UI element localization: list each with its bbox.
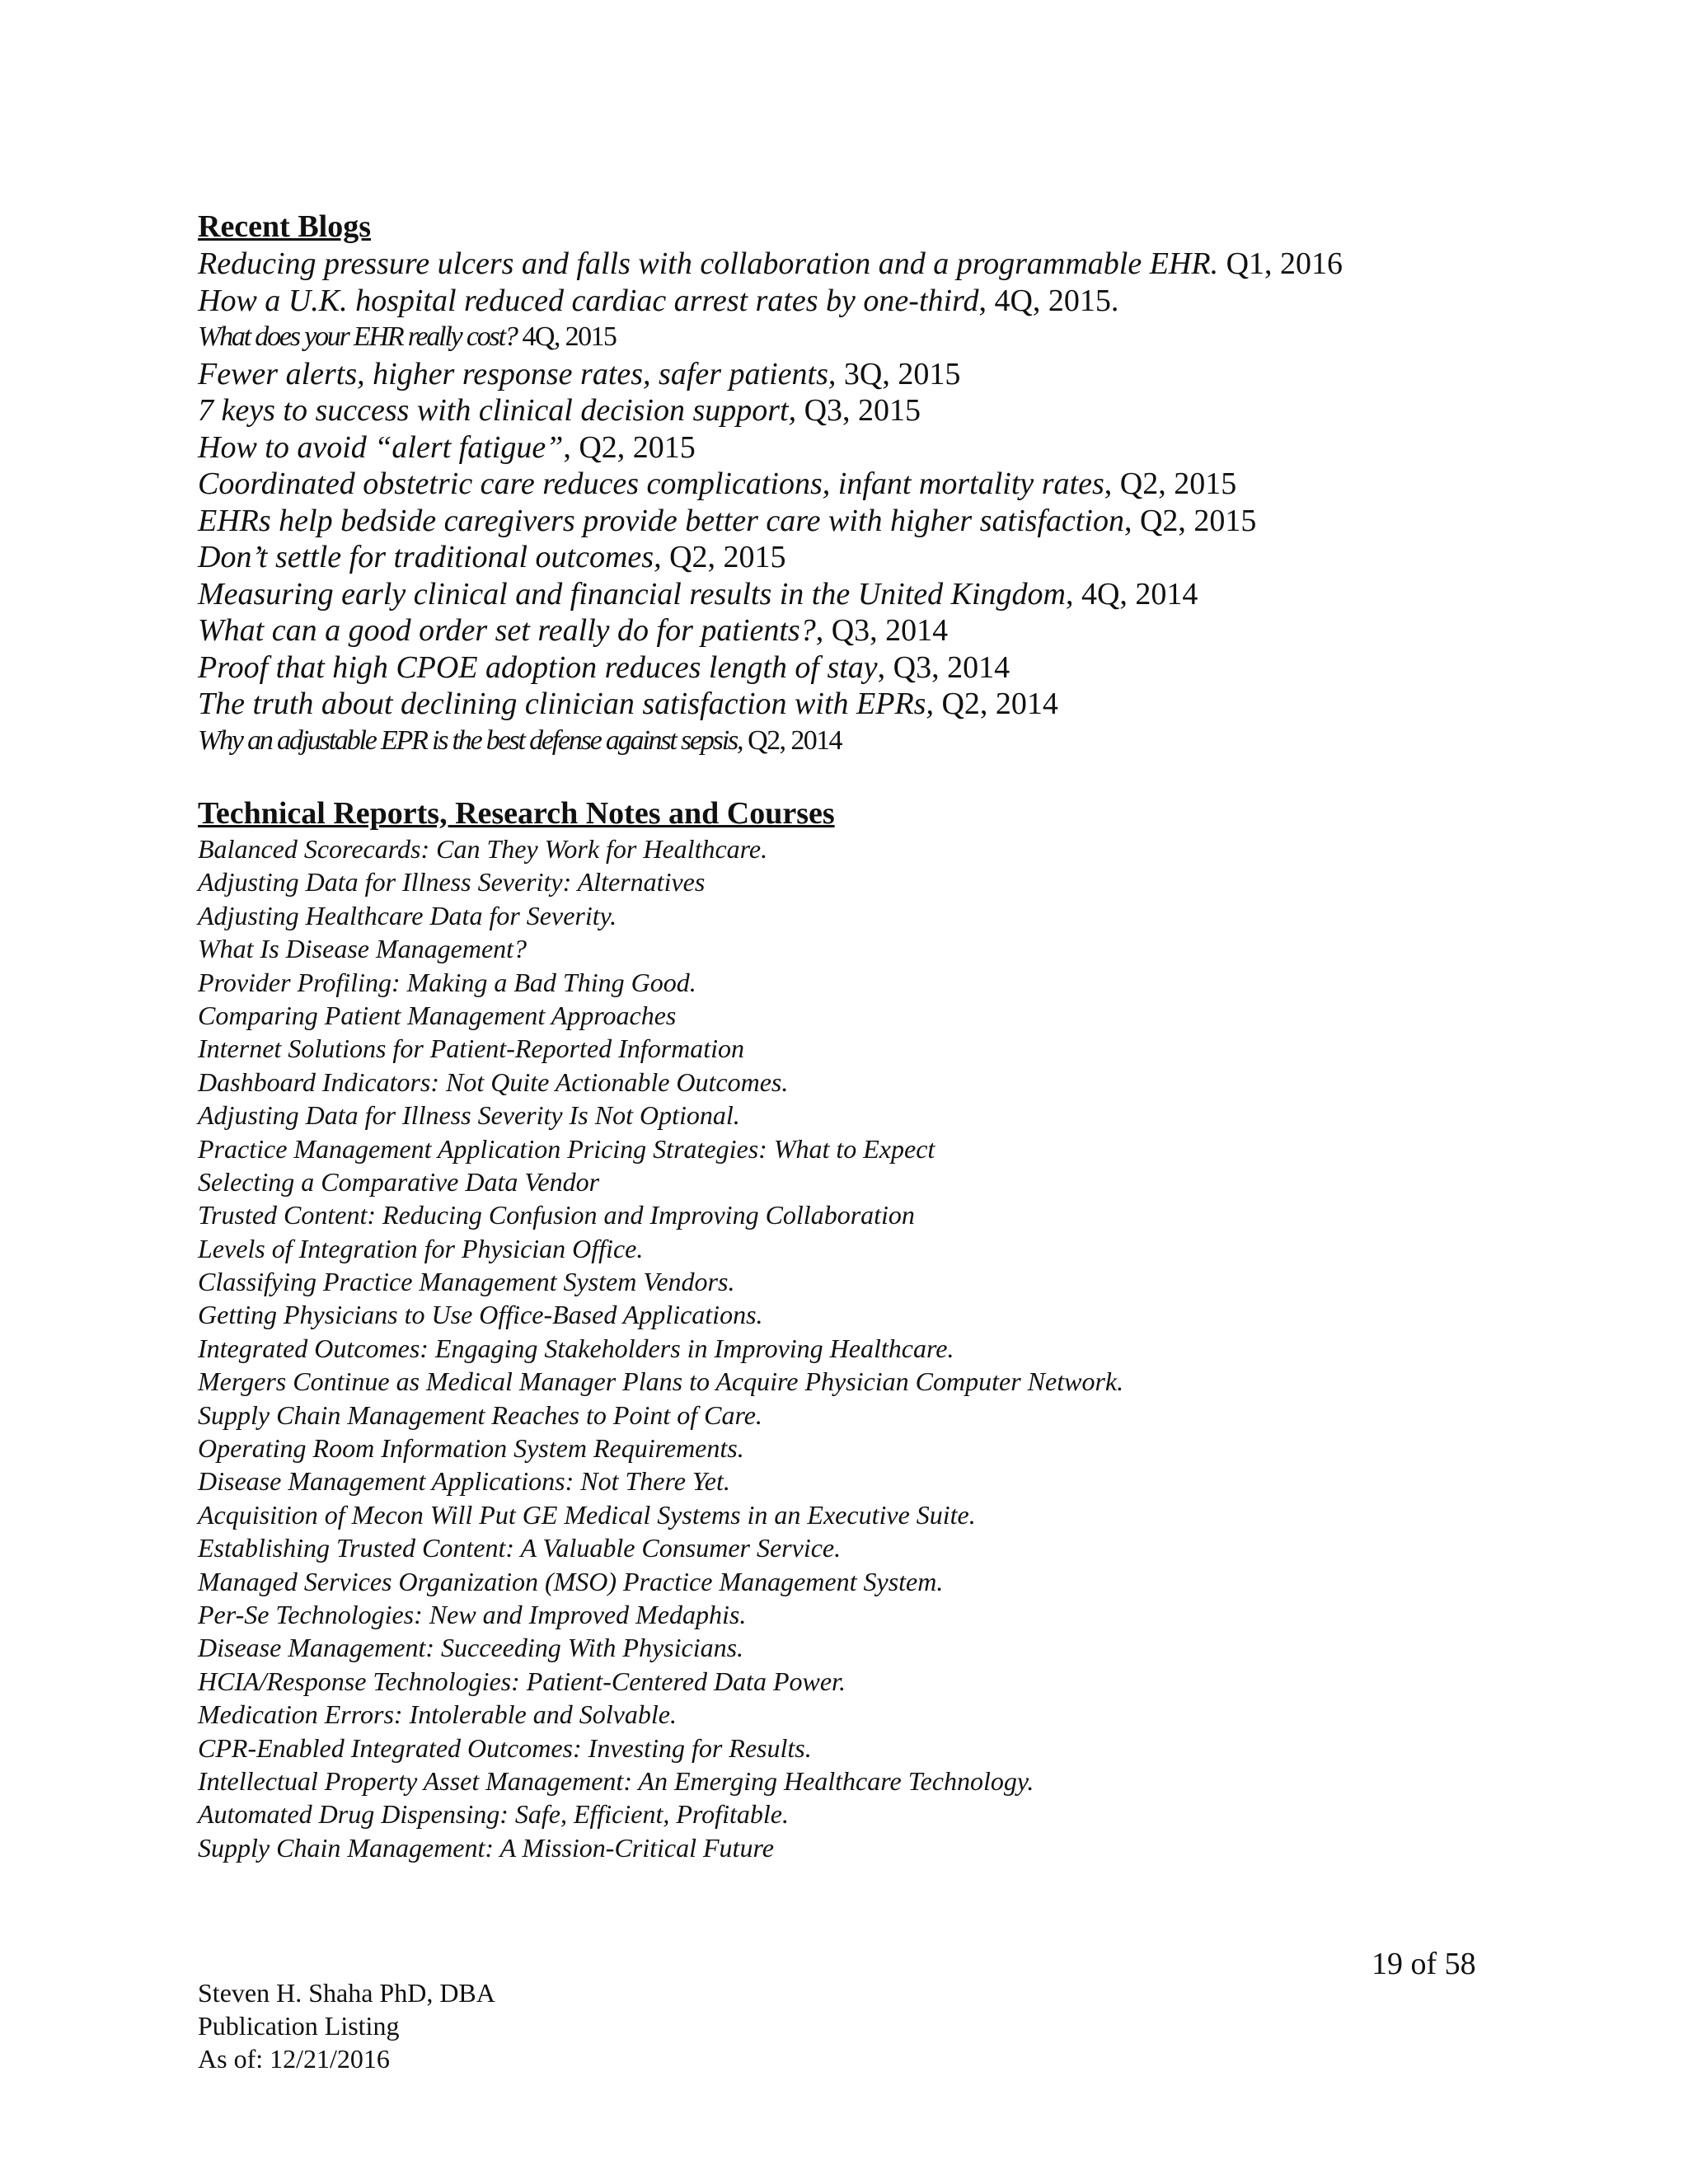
report-title: Comparing Patient Management Approaches bbox=[198, 1000, 677, 1030]
blog-entry bbox=[198, 246, 1615, 283]
report-title: Establishing Trusted Content: A Valuable Consumer Service. bbox=[198, 1533, 842, 1563]
blog-date: Q3, 2015 bbox=[796, 393, 921, 428]
report-title: Intellectual Property Asset Management: An Emerging Healthcare Technology. bbox=[198, 1765, 1034, 1796]
report-title: Levels of Integration for Physician Office. bbox=[198, 1233, 644, 1263]
blog-entry bbox=[198, 466, 1615, 503]
blog-date: , 4Q, 2015. bbox=[978, 283, 1119, 318]
blog-title: EHRs help bedside caregivers provide better care with higher satisfaction bbox=[198, 503, 1124, 538]
blog-entry bbox=[198, 503, 1615, 540]
report-title: Practice Management Application Pricing Strategies: What to Expect bbox=[198, 1133, 935, 1164]
blog-entry bbox=[198, 723, 1615, 760]
report-title: Internet Solutions for Patient-Reported Information bbox=[198, 1033, 745, 1064]
blog-title: What can a good order set really do for patients? bbox=[198, 613, 816, 648]
report-title: Operating Room Information System Requirements. bbox=[198, 1433, 744, 1464]
blog-entry bbox=[198, 319, 1615, 356]
blog-date: 4Q, 2015 bbox=[516, 321, 617, 352]
blog-entry bbox=[198, 429, 1615, 466]
blog-entry bbox=[198, 539, 1615, 576]
report-title: Integrated Outcomes: Engaging Stakeholders in Improving Healthcare. bbox=[198, 1333, 954, 1363]
recent-blogs-section bbox=[198, 208, 1615, 759]
blog-entry bbox=[198, 686, 1615, 723]
blog-date: Q2, 2014 bbox=[933, 687, 1058, 721]
recent-blogs-heading: Recent Blogs bbox=[198, 209, 372, 244]
report-title: Classifying Practice Management System Vendors. bbox=[198, 1267, 735, 1297]
blog-date: Q1, 2016 bbox=[1218, 246, 1343, 281]
report-title: Supply Chain Management: A Mission-Critical Future bbox=[198, 1832, 774, 1863]
report-title: What Is Disease Management? bbox=[198, 934, 528, 964]
blog-title: Reducing pressure ulcers and falls with collaboration and a programmable EHR. bbox=[198, 246, 1219, 281]
report-title: Provider Profiling: Making a Bad Thing Good. bbox=[198, 967, 696, 997]
report-title: HCIA/Response Technologies: Patient-Centered Data Power. bbox=[198, 1666, 846, 1696]
blog-title: Why an adjustable EPR is the best defense against sepsis, bbox=[198, 724, 743, 756]
report-title: Managed Services Organization (MSO) Practice Management System. bbox=[198, 1566, 944, 1596]
report-title: Disease Management: Succeeding With Physicians. bbox=[198, 1633, 744, 1663]
blog-title: Don’t settle for traditional outcomes, bbox=[198, 540, 662, 574]
report-title: Adjusting Data for Illness Severity Is Not Optional. bbox=[198, 1100, 740, 1131]
technical-reports-list bbox=[198, 832, 1615, 1864]
report-title: Trusted Content: Reducing Confusion and Improving Collaboration bbox=[198, 1200, 915, 1230]
blog-title: The truth about declining clinician satisfaction with EPRs, bbox=[198, 687, 934, 721]
technical-reports-section bbox=[198, 794, 1615, 1864]
report-title: Medication Errors: Intolerable and Solvable. bbox=[198, 1699, 677, 1730]
blog-title: How a U.K. hospital reduced cardiac arrest rates by one-third bbox=[198, 283, 979, 318]
blog-date: , Q3, 2014 bbox=[815, 613, 949, 648]
document-footer bbox=[198, 1976, 495, 2075]
report-title: Balanced Scorecards: Can They Work for Healthcare. bbox=[198, 834, 768, 864]
report-title: Acquisition of Mecon Will Put GE Medical Systems in an Executive Suite. bbox=[198, 1499, 976, 1530]
footer-author: Steven H. Shaha PhD, DBA bbox=[198, 1978, 495, 2008]
blog-date: , Q3, 2014 bbox=[877, 649, 1010, 685]
report-title: Getting Physicians to Use Office-Based Applications. bbox=[198, 1300, 763, 1330]
page-number: 19 of 58 bbox=[1372, 1947, 1476, 1981]
blog-entry bbox=[198, 612, 1615, 649]
blog-title: Measuring early clinical and financial results in the United Kingdom bbox=[198, 576, 1066, 612]
blog-date: , Q2, 2015 bbox=[1104, 466, 1237, 501]
recent-blogs-list bbox=[198, 246, 1615, 759]
blog-title: Fewer alerts, higher response rates, safer patients, bbox=[198, 356, 837, 391]
blog-date: 3Q, 2015 bbox=[836, 356, 961, 391]
blog-date: , Q2, 2015 bbox=[1123, 503, 1257, 538]
footer-as-of-date: As of: 12/21/2016 bbox=[198, 2044, 390, 2074]
report-title: Disease Management Applications: Not There Yet. bbox=[198, 1466, 730, 1497]
footer-document-title: Publication Listing bbox=[198, 2011, 400, 2041]
blog-title: How to avoid “alert fatigue” bbox=[198, 429, 564, 465]
blog-title: Proof that high CPOE adoption reduces length of stay bbox=[198, 649, 878, 685]
blog-title: Coordinated obstetric care reduces complications, infant mortality rates bbox=[198, 466, 1104, 501]
technical-reports-heading: Technical Reports, Research Notes and Courses bbox=[198, 796, 835, 831]
blog-entry bbox=[198, 576, 1615, 613]
blog-date: , Q2, 2015 bbox=[563, 429, 696, 465]
blog-entry bbox=[198, 283, 1615, 320]
report-title: Mergers Continue as Medical Manager Plans to Acquire Physician Computer Network. bbox=[198, 1366, 1124, 1397]
report-title: Selecting a Comparative Data Vendor bbox=[198, 1166, 600, 1197]
report-title: Dashboard Indicators: Not Quite Actionable Outcomes. bbox=[198, 1066, 789, 1097]
blog-title: 7 keys to success with clinical decision support, bbox=[198, 393, 797, 428]
blog-entry bbox=[198, 356, 1615, 393]
blog-entry bbox=[198, 649, 1615, 687]
report-title: Adjusting Data for Illness Severity: Alternatives bbox=[198, 867, 706, 898]
blog-date: Q2, 2015 bbox=[661, 540, 786, 574]
report-title: CPR-Enabled Integrated Outcomes: Investing for Results. bbox=[198, 1732, 812, 1763]
blog-title: What does your EHR really cost? bbox=[198, 321, 517, 352]
report-title: Automated Drug Dispensing: Safe, Efficient, Profitable. bbox=[198, 1799, 789, 1830]
blog-entry bbox=[198, 392, 1615, 429]
report-title: Supply Chain Management Reaches to Point of Care. bbox=[198, 1399, 762, 1430]
report-title: Adjusting Healthcare Data for Severity. bbox=[198, 900, 617, 930]
blog-date: , 4Q, 2014 bbox=[1065, 576, 1198, 612]
blog-date: Q2, 2014 bbox=[742, 724, 842, 756]
report-title: Per-Se Technologies: New and Improved Medaphis. bbox=[198, 1599, 747, 1629]
